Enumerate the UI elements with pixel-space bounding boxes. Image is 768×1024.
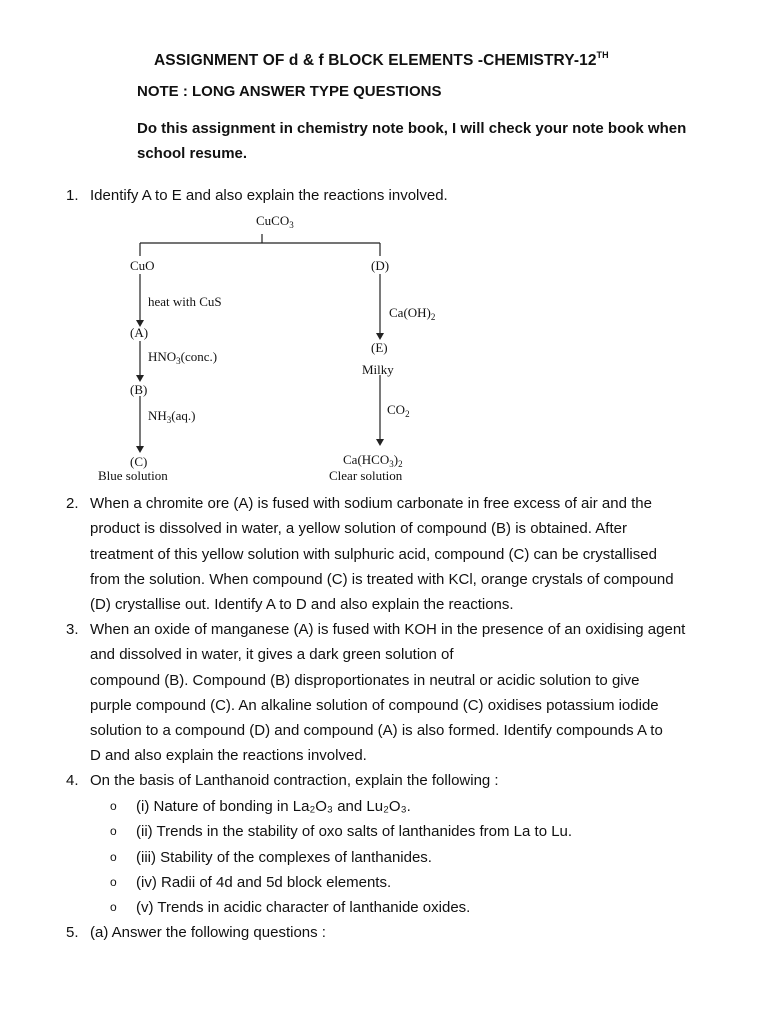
instruction-text [137,116,737,166]
question-2 [66,491,730,617]
question-line: compound (B). Compound (B) disproportionates in neutral or acidic solution to give [90,671,640,689]
ca-hco3-mid: ) [393,452,399,467]
caoh2-label [389,305,435,322]
nh3-sub: 3 [166,415,172,425]
title-superscript: TH [596,50,609,60]
question-line: and dissolved in water, it gives a dark green solution of [90,646,454,664]
milky-label: Milky [362,362,394,377]
question-line: product is dissolved in water, a yellow solution of compound (B) is obtained. After [90,520,627,538]
clear-solution-label: Clear solution [329,468,403,483]
question-line: solution to a compound (D) and compound (A) is also formed. Identify compounds A to [90,722,663,740]
question-line: purple compound (C). An alkaline solution of compound (C) oxidises potassium iodide [90,696,659,714]
ca-hco3-sub2: 2 [398,459,403,469]
bullet-icon: o [110,824,117,839]
hno3-sub: 3 [176,356,181,366]
question-number: 5. [66,924,79,941]
question-line: D and also explain the reactions involved. [90,747,367,765]
note-heading: NOTE : LONG ANSWER TYPE QUESTIONS [137,83,442,100]
question-number: 4. [66,772,79,789]
node-c-label: (C) [130,454,148,469]
hno3-tail: (conc.) [180,349,218,364]
question-line: treatment of this yellow solution with sulphuric acid, compound (C) can be crystallised [90,545,657,563]
bullet-icon: o [110,799,117,813]
co2-sub: 2 [405,409,410,419]
nh3-label [148,408,195,425]
question-text: Identify A to E and also explain the reactions involved. [90,187,448,204]
caoh2-sub: 2 [430,312,436,322]
instruction-line: Do this assignment in chemistry note book, I will check your note book when [137,120,687,137]
hno3-text: HNO [148,349,177,364]
node-a-label: (A) [130,325,149,340]
bullet-icon: o [110,900,117,915]
nh3-text: NH [148,408,167,423]
list-item-text: (v) Trends in acidic character of lanthanide oxides. [136,899,471,917]
question-1 [66,183,730,208]
cuco3-label [256,213,294,230]
cuo-label: CuO [130,258,155,273]
question-4 [66,768,730,793]
instruction-line: school resume. [137,145,248,162]
nh3-tail: (aq.) [171,408,196,423]
question-line: (D) crystallise out. Identify A to D and also explain the reactions. [90,596,514,614]
co2-label [387,402,410,419]
ca-hco3-sub1: 3 [389,459,394,469]
node-d-label: (D) [371,258,390,273]
co2-text: CO [387,402,406,417]
page-title [154,50,609,70]
question-3 [66,617,730,769]
hno3-label [148,349,217,366]
question-line: When a chromite ore (A) is fused with sodium carbonate in free excess of air and the [90,495,652,512]
caoh2-text: Ca(OH) [389,305,431,320]
list-item-text: (i) Nature of bonding in La₂O₃ and Lu₂O₃. [136,798,411,815]
heat-with-cus-label: heat with CuS [148,294,222,309]
list-item-text: (iii) Stability of the complexes of lanthanides. [136,848,432,866]
question-number: 2. [66,495,79,512]
question-number: 3. [66,621,79,638]
question-line: from the solution. When compound (C) is treated with KCl, orange crystals of compound [90,570,674,588]
cuco3-sub: 3 [289,220,294,230]
ca-hco3-text: Ca(HCO [343,452,390,467]
question-line: When an oxide of manganese (A) is fused with KOH in the presence of an oxidising agent [90,621,686,638]
bullet-icon: o [110,849,117,864]
question-text: (a) Answer the following questions : [90,924,326,941]
question-number: 1. [66,187,79,204]
question-5 [66,920,730,945]
flow-lines [90,208,450,488]
list-item-text: (ii) Trends in the stability of oxo salts of lanthanides from La to Lu. [136,823,573,841]
list-item-text: (iv) Radii of 4d and 5d block elements. [136,873,392,891]
node-b-label: (B) [130,382,148,397]
ca-hco3-label [343,452,403,469]
reaction-flow-diagram [90,208,450,488]
title-text: ASSIGNMENT OF d & f BLOCK ELEMENTS -CHEMISTRY-12 [154,52,597,69]
cuco3-text: CuCO [256,213,290,228]
node-e-label: (E) [371,340,388,355]
question-text: On the basis of Lanthanoid contraction, explain the following : [90,772,499,789]
bullet-icon: o [110,874,117,889]
blue-solution-label: Blue solution [98,468,168,483]
